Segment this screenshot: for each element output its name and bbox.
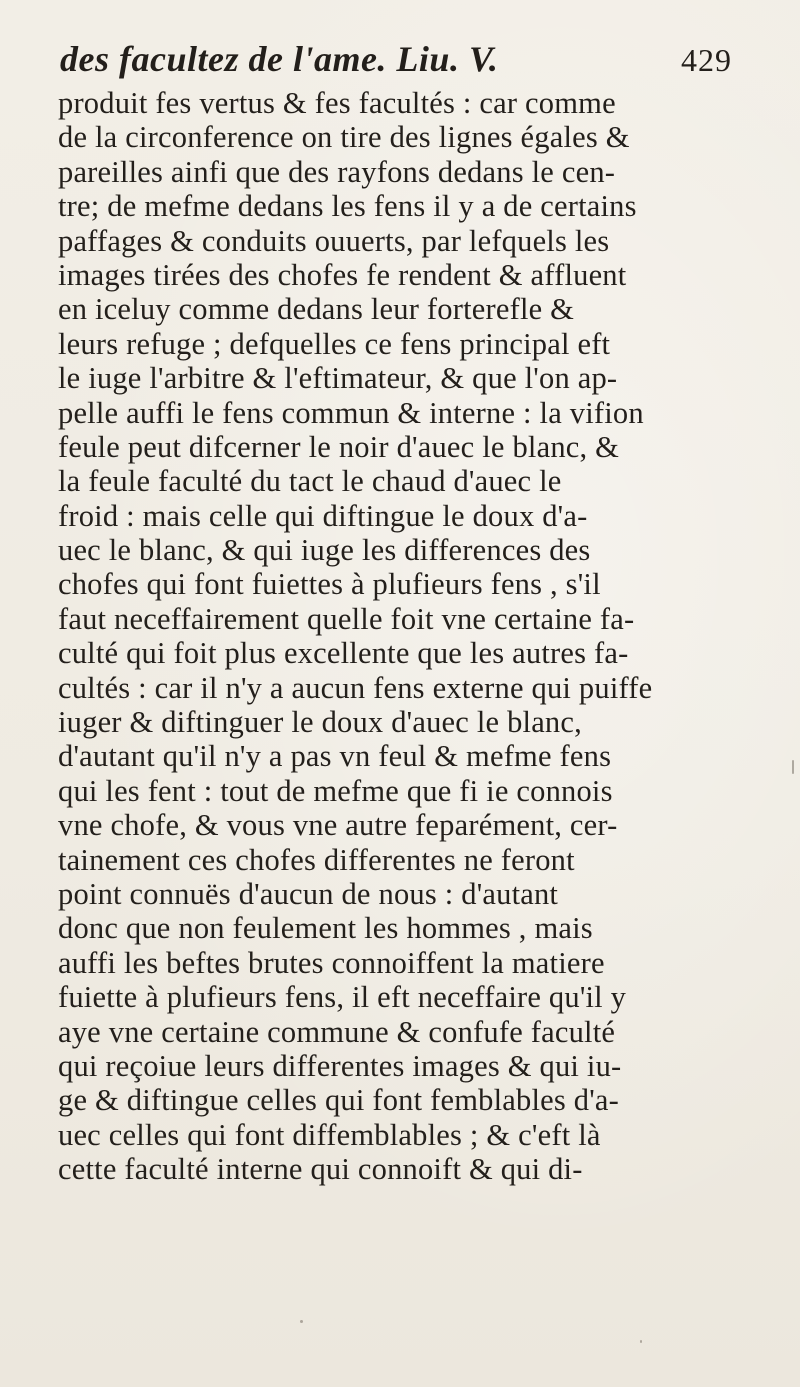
text-line: pelle auffi le fens commun & interne : la vifion [58,395,644,430]
text-line: auffi les beftes brutes connoiffent la matiere [58,945,605,980]
text-line: chofes qui font fuiettes à plufieurs fens , s'il [58,567,601,602]
text-line: images tirées des chofes fe rendent & affluent [58,257,627,292]
running-head: des facultez de l'ame. Liu. V. [60,39,499,79]
text-line: feule peut difcerner le noir d'auec le blanc, & [58,429,620,464]
text-line: ge & diftingue celles qui font femblables d'a- [58,1083,619,1118]
text-line: de la circonference on tire des lignes égales & [58,120,630,155]
text-line: leurs refuge ; defquelles ce fens principal eft [58,326,611,361]
text-line: vne chofe, & vous vne autre feparément, cer- [58,808,618,843]
text-line: iuger & diftinguer le doux d'auec le blanc, [58,705,582,740]
text-line: qui reçoiue leurs differentes images & qui iu- [58,1048,622,1083]
text-line: tainement ces chofes differentes ne feront [58,842,575,877]
text-line: culté qui foit plus excellente que les autres fa- [58,636,629,671]
text-line: pareilles ainfi que des rayfons dedans le cen- [58,154,616,189]
body-text [58,86,758,1187]
text-line: tre; de mefme dedans les fens il y a de certains [58,189,637,224]
text-line: en iceluy comme dedans leur forterefle & [58,292,575,327]
paper-speck [640,1340,642,1343]
text-line: froid : mais celle qui diftingue le doux d'a- [58,498,588,533]
text-line: faut neceffairement quelle foit vne certaine fa- [58,601,635,636]
text-line: paffages & conduits ouuerts, par lefquels les [58,223,610,258]
text-line: produit fes vertus & fes facultés : car comme [58,86,616,120]
text-line: qui les fent : tout de mefme que fi ie connois [58,773,613,808]
page-number: 429 [681,42,732,78]
text-line: la feule faculté du tact le chaud d'auec le [58,464,562,499]
text-line: aye vne certaine commune & confufe faculté [58,1014,616,1049]
text-line: donc que non feulement les hommes , mais [58,911,593,946]
text-line: cultés : car il n'y a aucun fens externe qui puiffe [58,670,653,705]
page-header [60,38,750,86]
text-line: le iuge l'arbitre & l'eftimateur, & que l'on ap- [58,361,618,396]
paper-speck [792,760,794,774]
text-line: cette faculté interne qui connoift & qui di- [58,1152,583,1187]
text-line: fuiette à plufieurs fens, il eft neceffaire qu'il y [58,980,627,1015]
text-line: point connuës d'aucun de nous : d'autant [58,876,559,911]
paper-speck [300,1320,303,1323]
text-line: d'autant qu'il n'y a pas vn feul & mefme fens [58,739,612,774]
text-line: uec le blanc, & qui iuge les differences des [58,533,591,568]
text-line: uec celles qui font diffemblables ; & c'eft là [58,1117,601,1152]
